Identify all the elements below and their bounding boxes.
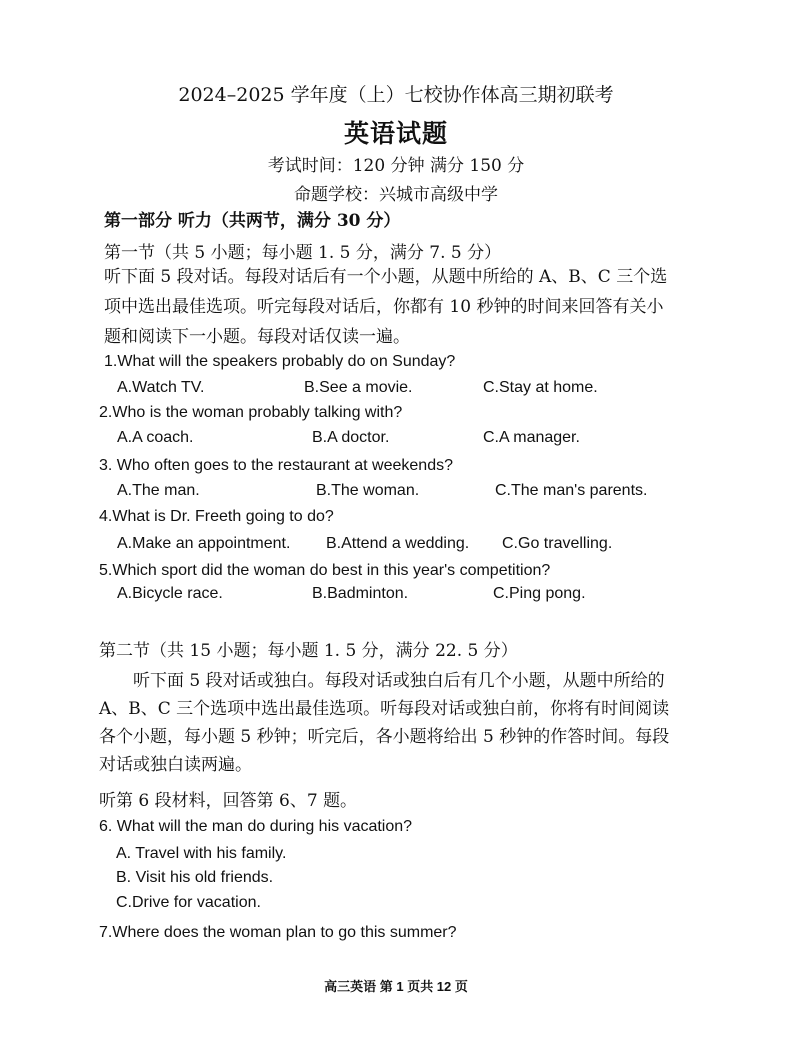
exam-title: 2024–2025 学年度（上）七校协作体高三期初联考 [178, 84, 614, 106]
question-4-option-a: A.Make an appointment. [117, 535, 291, 552]
section2-instruction-line: 对话或独白读两遍。 [99, 755, 252, 775]
question-5-option-a: A.Bicycle race. [117, 585, 223, 602]
question-3-stem: 3. Who often goes to the restaurant at weekends? [99, 457, 453, 474]
question-1-stem: 1.What will the speakers probably do on Sunday? [104, 353, 456, 370]
question-5-option-b: B.Badminton. [312, 585, 409, 602]
subject-title: 英语试题 [343, 119, 448, 148]
exam-school: 命题学校：兴城市高级中学 [294, 185, 498, 205]
question-3-option-b: B.The woman. [316, 482, 420, 499]
question-6-option-a: A. Travel with his family. [116, 845, 287, 862]
section1-heading: 第一节（共 5 小题；每小题 1. 5 分，满分 7. 5 分） [104, 243, 502, 263]
question-5-option-c: C.Ping pong. [493, 585, 586, 602]
question-4-option-b: B.Attend a wedding. [326, 535, 470, 552]
question-2-option-a: A.A coach. [117, 429, 194, 446]
question-3-option-a: A.The man. [117, 482, 200, 499]
section2-instruction-line: A、B、C 三个选项中选出最佳选项。听每段对话或独白前，你将有时间阅读 [99, 699, 670, 719]
section1-instruction-line: 题和阅读下一小题。每段对话仅读一遍。 [104, 327, 410, 347]
question-1-option-b: B.See a movie. [304, 379, 413, 396]
question-6-stem: 6. What will the man do during his vacation? [99, 818, 413, 835]
exam-time-score: 考试时间：120 分钟 满分 150 分 [267, 156, 525, 176]
section2-heading: 第二节（共 15 小题；每小题 1. 5 分，满分 22. 5 分） [99, 641, 518, 661]
part1-heading: 第一部分 听力（共两节，满分 30 分） [104, 211, 401, 231]
question-5-stem: 5.Which sport did the woman do best in this year's competition? [99, 562, 551, 579]
question-2-stem: 2.Who is the woman probably talking with? [99, 404, 403, 421]
question-3-option-c: C.The man's parents. [495, 482, 648, 499]
material-note: 听第 6 段材料，回答第 6、7 题。 [99, 791, 358, 811]
question-6-option-c: C.Drive for vacation. [116, 894, 261, 911]
section2-instruction-line: 听下面 5 段对话或独白。每段对话或独白后有几个小题，从题中所给的 [133, 671, 665, 691]
question-4-stem: 4.What is Dr. Freeth going to do? [99, 508, 334, 525]
question-6-option-b: B. Visit his old friends. [116, 869, 274, 886]
question-1-option-a: A.Watch TV. [117, 379, 205, 396]
section1-instruction-line: 听下面 5 段对话。每段对话后有一个小题，从题中所给的 A、B、C 三个选 [104, 267, 668, 287]
question-2-option-b: B.A doctor. [312, 429, 390, 446]
question-7-stem: 7.Where does the woman plan to go this summer? [99, 924, 457, 941]
question-1-option-c: C.Stay at home. [483, 379, 598, 396]
question-4-option-c: C.Go travelling. [502, 535, 613, 552]
section1-instruction-line: 项中选出最佳选项。听完每段对话后，你都有 10 秒钟的时间来回答有关小 [104, 297, 664, 317]
section2-instruction-line: 各个小题，每小题 5 秒钟；听完后，各小题将给出 5 秒钟的作答时间。每段 [99, 727, 670, 747]
question-2-option-c: C.A manager. [483, 429, 580, 446]
page-footer: 高三英语 第 1 页共 12 页 [324, 979, 468, 994]
